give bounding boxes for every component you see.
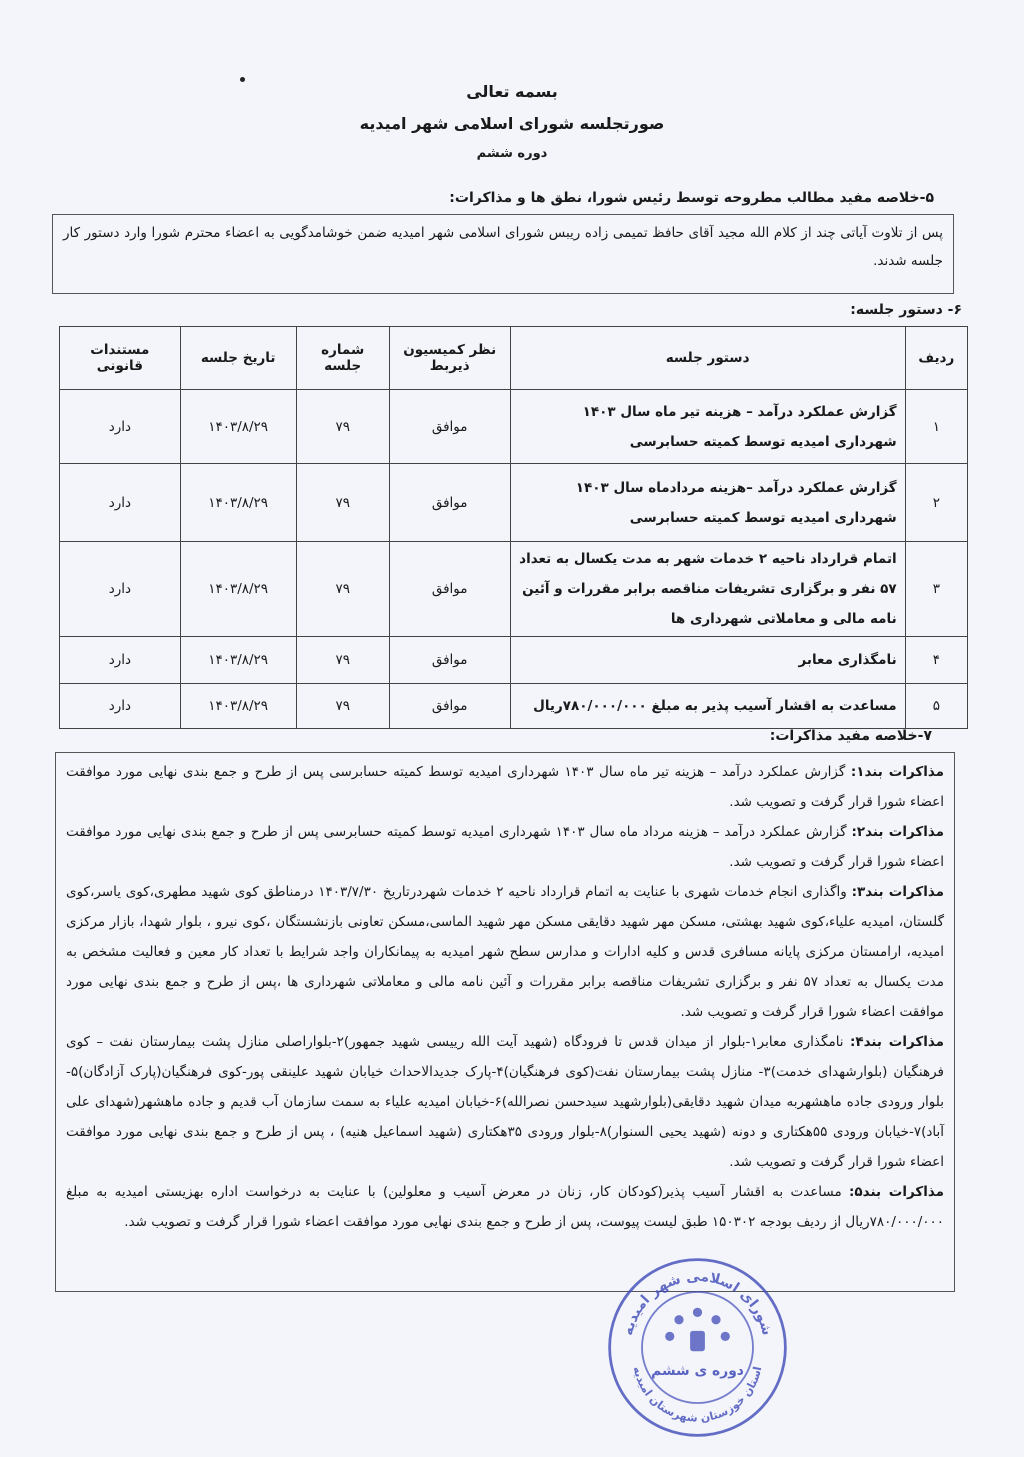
cell-session-date: ۱۴۰۳/۸/۲۹ [180,390,296,464]
cell-agenda: گزارش عملکرد درآمد – هزینه تیر ماه سال ۱۴۰۳ شهرداری امیدیه توسط کمیته حسابرسی [510,390,905,464]
stamp-emblem-icon [665,1308,730,1351]
cell-agenda: گزارش عملکرد درآمد –هزینه مردادماه سال ۱۴۰۳ شهرداری امیدیه توسط کمیته حسابرسی [510,464,905,542]
discussion-item [66,1027,944,1177]
cell-legal-docs: دارد [60,390,181,464]
cell-legal-docs: دارد [60,637,181,684]
stamp-top-text: شورای اسلامی شهر امیدیه [620,1268,776,1338]
discussion-label: مذاکرات بند۲: [851,824,944,840]
col-row: ردیف [905,327,967,390]
cell-session-no: ۷۹ [296,684,389,729]
discussion-label: مذاکرات بند۳: [851,884,944,900]
table-row [60,390,968,464]
cell-session-no: ۷۹ [296,464,389,542]
header-title: صورتجلسه شورای اسلامی شهر امیدیه [359,114,665,133]
cell-session-date: ۱۴۰۳/۸/۲۹ [180,637,296,684]
table-header-row [60,327,968,390]
cell-commission: موافق [389,637,510,684]
discussion-item [66,757,944,817]
discussion-item [66,817,944,877]
section6-title: ۶- دستور جلسه: [850,302,962,318]
cell-row: ۳ [905,542,967,637]
discussion-text: گزارش عملکرد درآمد – هزینه تیر ماه سال ۱۴۰۳ شهرداری امیدیه توسط کمیته حسابرسی پس از طرح و جمع بندی نهایی مورد موافقت اعضاء شورا قرار گرفت و تصویب شد. [66,764,944,810]
stamp-bottom-text: استان خوزستان شهرستان امیدیه [630,1365,765,1425]
council-stamp [605,1255,790,1440]
col-agenda: دستور جلسه [510,327,905,390]
discussion-text: گزارش عملکرد درآمد – هزینه مرداد ماه سال ۱۴۰۳ شهرداری امیدیه توسط کمیته حسابرسی پس از طرح و جمع بندی نهایی مورد موافقت اعضاء شورا قرار گرفت و تصویب شد. [66,824,944,870]
header-bismillah: بسمه تعالی [466,82,558,101]
cell-legal-docs: دارد [60,542,181,637]
section7-body [55,752,955,1292]
cell-legal-docs: دارد [60,684,181,729]
cell-session-no: ۷۹ [296,637,389,684]
cell-row: ۱ [905,390,967,464]
cell-row: ۲ [905,464,967,542]
col-session-no: شماره جلسه [296,327,389,390]
cell-session-date: ۱۴۰۳/۸/۲۹ [180,464,296,542]
discussion-item [66,877,944,1027]
section5-body: پس از تلاوت آیاتی چند از کلام الله مجید آقای حافظ تمیمی زاده ریبس شورای اسلامی شهر امیدیه ضمن خوشامدگویی به اعضاء محترم شورا وارد دستور کار جلسه شدند. [52,214,954,294]
discussion-label: مذاکرات بند۴: [849,1034,944,1050]
table-row [60,542,968,637]
cell-session-date: ۱۴۰۳/۸/۲۹ [180,542,296,637]
cell-agenda: مساعدت به اقشار آسیب پذیر به مبلغ ۷۸۰/۰۰۰/۰۰۰ریال [510,684,905,729]
cell-commission: موافق [389,390,510,464]
section7-title: ۷-خلاصه مفید مذاکرات: [769,728,932,744]
section5-title: ۵-خلاصه مفید مطالب مطروحه توسط رئیس شورا، نطق ها و مذاکرات: [449,190,934,206]
stamp-center-text: دوره ی ششم [651,1363,744,1380]
cell-session-date: ۱۴۰۳/۸/۲۹ [180,684,296,729]
cell-row: ۴ [905,637,967,684]
header-term: دوره ششم [476,146,548,161]
cell-agenda: اتمام قرارداد ناحیه ۲ خدمات شهر به مدت یکسال به تعداد ۵۷ نفر و برگزاری تشریفات مناقصه برابر مقررات و آئین نامه مالی و معاملاتی شهرداری ها [510,542,905,637]
table-row [60,637,968,684]
table-row [60,684,968,729]
col-session-date: تاریخ جلسه [180,327,296,390]
table-row [60,464,968,542]
discussion-text: واگذاری انجام خدمات شهری با عنایت به اتمام قرارداد ناحیه ۲ خدمات شهردرتاریخ ۱۴۰۳/۷/۳۰ درمناطق کوی شهید مطهری،کوی یاسر،کوی گلستان، امیدیه علیاء،کوی شهید بهشتی، مسکن مهر شهید دقایقی مسکن مهر شهید الماسی،مسکن تعاونی بازنشستگان ،کوی نیرو ، بلوار شهدا، بازار مرکزی امیدیه، ارامستان مرکزی پایانه مسافری قدس و کلیه ادارات و مدارس سطح شهر امیدیه به پیمانکاران واجد شرایط با تعداد کار معین و فعالیت مشخص به مدت یکسال به تعداد ۵۷ نفر و برگزاری تشریفات مناقصه برابر مقررات و آئین نامه مالی و معاملاتی شهرداری ها ،پس از طرح و جمع بندی نهایی مورد موافقت اعضاء شورا قرار گرفت و تصویب شد. [66,884,944,1020]
agenda-table [59,326,968,729]
col-legal-docs: مستندات قانونی [60,327,181,390]
cell-agenda: نامگذاری معابر [510,637,905,684]
cell-commission: موافق [389,464,510,542]
discussion-text: مساعدت به اقشار آسیب پذیر(کودکان کار، زنان در معرض آسیب و معلولین) با عنایت به درخواست اداره بهزیستی امیدیه به مبلغ ۷۸۰/۰۰۰/۰۰۰ریال از ردیف بودجه ۱۵۰۳۰۲ طبق لیست پیوست، پس از طرح و جمع بندی نهایی مورد موافقت اعضاء شورا قرار گرفت و تصویب شد. [66,1184,944,1230]
discussion-label: مذاکرات بند۵: [849,1184,944,1200]
cell-legal-docs: دارد [60,464,181,542]
discussion-text: نامگذاری معابر۱-بلوار از میدان قدس تا فرودگاه (شهید آیت الله رییسی شهید جمهور)۲-بلواراصلی منازل پشت بیمارستان نفت – کوی فرهنگیان (بلوارشهدای خدمت)۳- منازل پشت بیمارستان نفت(کوی فرهنگیان)۴-پارک جدیدالاحداث خیابان شهید علینقی پور-کوی فرهنگیان(پارک آزادگان)۵-بلوار ورودی جاده ماهشهربه میدان شهید دقایقی(بلوارشهید سیدحسن نصرالله)۶-خیابان امیدیه علیاء به سمت سازمان آب قدیم و جاده ماهشهر(شهدای علی آباد)۷-خیابان ورودی ۵۵هکتاری و دونه (شهید یحیی السنوار)۸-بلوار ورودی ۳۵هکتاری (شهید اسماعیل هنیه) ، پس از طرح و جمع بندی نهایی مورد موافقت اعضاء شورا قرار گرفت و تصویب شد. [66,1034,945,1170]
cell-row: ۵ [905,684,967,729]
discussion-label: مذاکرات بند۱: [850,764,944,780]
cell-commission: موافق [389,542,510,637]
cell-session-no: ۷۹ [296,390,389,464]
cell-commission: موافق [389,684,510,729]
col-commission: نظر کمیسیون ذیربط [389,327,510,390]
cell-session-no: ۷۹ [296,542,389,637]
discussion-item [66,1177,944,1237]
